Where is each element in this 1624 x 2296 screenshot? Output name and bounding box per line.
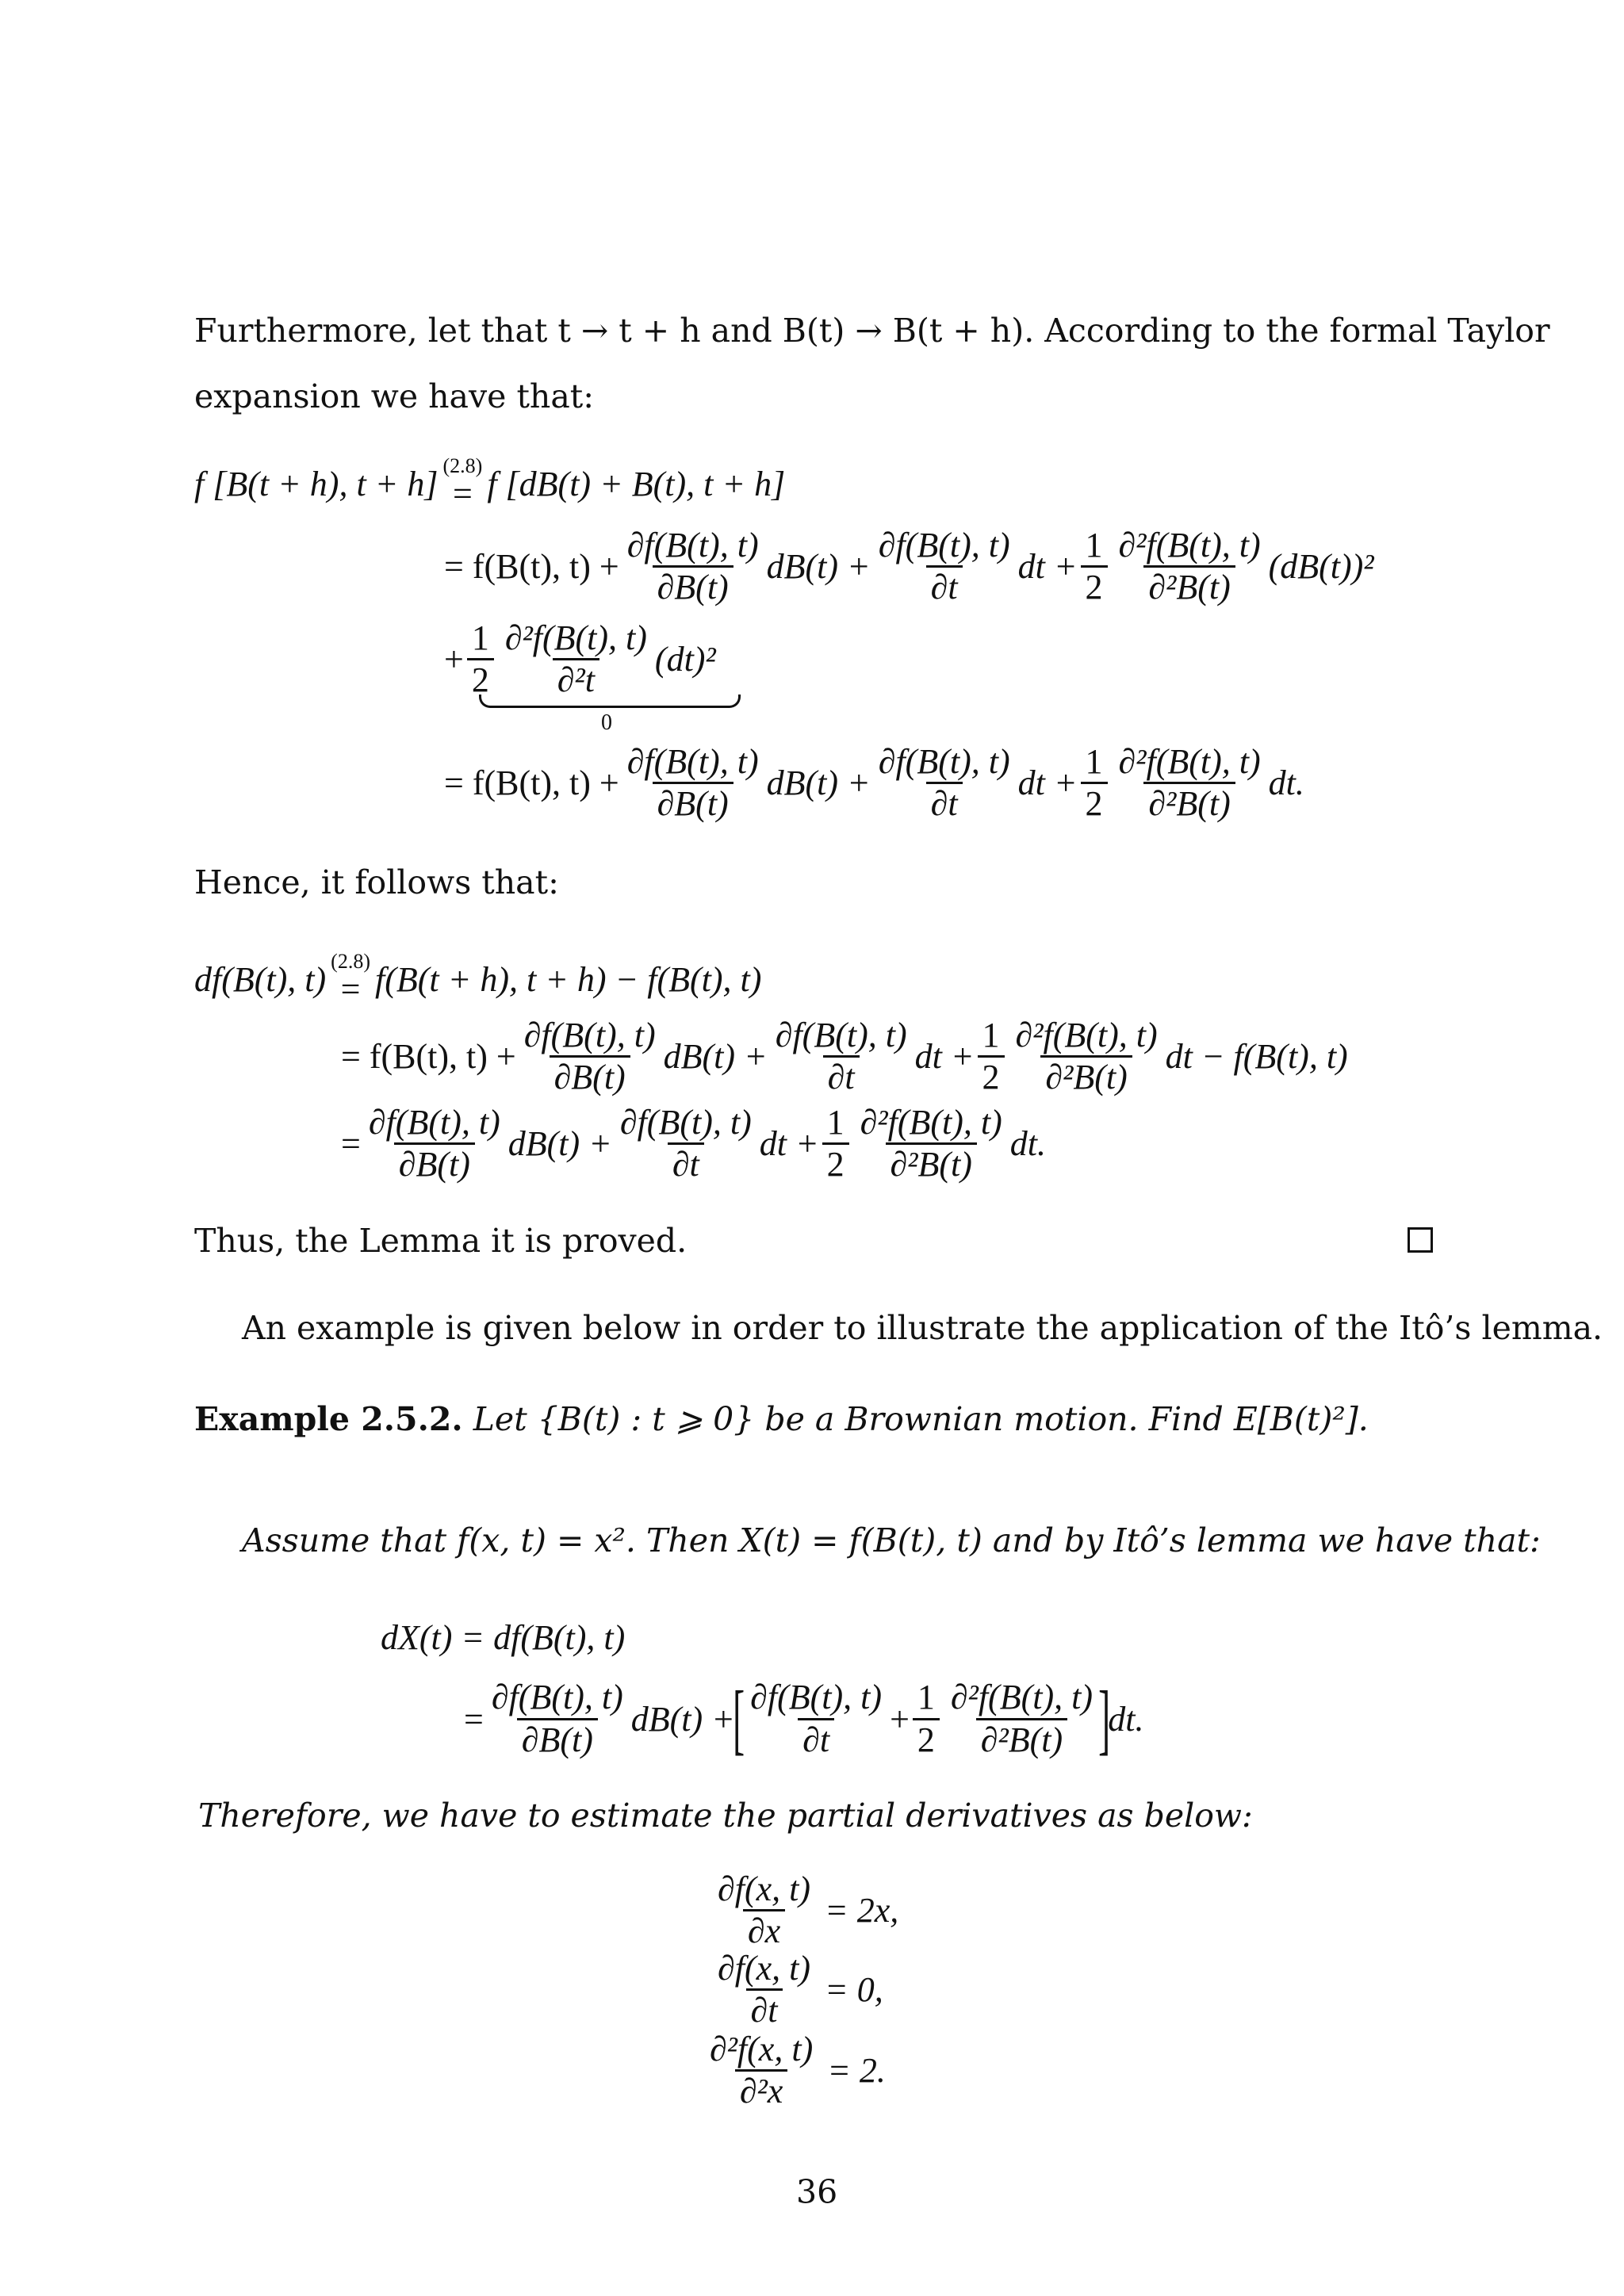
eq2-row2-start: = f(B(t), t) + <box>341 1037 516 1077</box>
eq2-row3-half <box>822 1104 849 1183</box>
eq1-ref: (2.8) <box>442 454 483 477</box>
frac-num: ∂f(B(t), t) <box>626 526 759 564</box>
eq2-row3-frac-dt <box>615 1104 756 1183</box>
frac-den: ∂t <box>798 1718 834 1758</box>
frac-num: ∂²f(B(t), t) <box>860 1103 1002 1142</box>
frac-num: ∂²f(B(t), t) <box>1015 1016 1158 1054</box>
frac-num: 1 <box>1085 526 1103 564</box>
partial-value-t: = 0, <box>825 1970 883 2010</box>
frac-num: ∂²f(B(t), t) <box>1118 526 1261 564</box>
eq1-row4 <box>444 744 1304 822</box>
eq2-row2-end: dt − f(B(t), t) <box>1165 1037 1348 1077</box>
eq1-row3-dt-squared: (dt)² <box>654 640 716 679</box>
frac-den: ∂²x <box>735 2069 787 2110</box>
eq3-frac-second <box>946 1679 1097 1758</box>
partial-row-t <box>710 1950 883 2029</box>
eq1-row2-dt: dt + <box>1017 547 1078 587</box>
eq1-row4-start: = f(B(t), t) + <box>444 763 619 803</box>
eq1-row4-end: dt. <box>1268 763 1304 803</box>
eq2-row3 <box>341 1104 1046 1183</box>
eq1-row3-half <box>467 620 494 698</box>
frac-num: ∂f(x, t) <box>718 1949 811 1988</box>
eq1-row4-half <box>1081 744 1108 822</box>
frac-den: ∂B(t) <box>394 1142 475 1183</box>
eq1-row4-dB: dB(t) + <box>766 763 871 803</box>
eq3-row1: dX(t) = df(B(t), t) <box>381 1618 626 1657</box>
eq3-frac-dB <box>487 1679 628 1758</box>
frac-num: 1 <box>471 618 489 657</box>
eq1-row2-frac-second <box>1114 527 1266 606</box>
frac-num: ∂f(B(t), t) <box>775 1016 907 1054</box>
eq3-dB: dB(t) + <box>630 1699 735 1739</box>
frac-den: ∂²B(t) <box>976 1718 1067 1758</box>
eq3-plus: + <box>890 1699 910 1739</box>
therefore-text: Therefore, we have to estimate the partial derivatives as below: <box>198 1797 1253 1835</box>
partial-row-second <box>702 2031 886 2110</box>
eq2-row3-frac-dB <box>364 1104 505 1183</box>
partial-frac-second <box>705 2031 818 2110</box>
example-line <box>194 1399 1369 1440</box>
eq2-row3-end: dt. <box>1009 1124 1046 1164</box>
left-bracket-icon: [ <box>733 1674 745 1762</box>
frac-num: ∂²f(x, t) <box>710 2030 814 2068</box>
frac-num: ∂²f(B(t), t) <box>1118 742 1261 781</box>
frac-den: 2 <box>1081 565 1108 606</box>
eq1-row2-frac-dB <box>622 527 764 606</box>
eq2-row3-start: = <box>341 1124 361 1164</box>
eq1-row2-start: = f(B(t), t) + <box>444 547 619 587</box>
paragraph-taylor-intro-line1: Furthermore, let that t → t + h and B(t) → B(t + h). According to the formal Taylor <box>194 312 1550 350</box>
frac-num: 1 <box>917 1678 935 1717</box>
right-bracket-icon: ] <box>1098 1674 1111 1762</box>
eq2-row2 <box>341 1017 1348 1096</box>
underbrace <box>479 695 741 708</box>
eq1-row2-dB-squared: (dB(t))² <box>1268 547 1374 587</box>
partial-frac-t <box>713 1950 815 2029</box>
eq1-row4-dt: dt + <box>1017 763 1078 803</box>
eq2-row2-dB: dB(t) + <box>663 1037 768 1077</box>
eq3-half <box>913 1679 940 1758</box>
eq3-row2-equals: = <box>464 1699 484 1739</box>
hence-text: Hence, it follows that: <box>194 863 559 901</box>
frac-num: ∂f(B(t), t) <box>878 742 1010 781</box>
eq2-ref-equals <box>331 951 370 1007</box>
eq2-lhs: df(B(t), t) <box>194 959 327 999</box>
eq3-frac-dt <box>745 1679 887 1758</box>
frac-num: ∂f(B(t), t) <box>523 1016 656 1054</box>
assume-text: Assume that f(x, t) = x². Then X(t) = f(B(t), t) and by Itô’s lemma we have that: <box>242 1521 1541 1559</box>
frac-den: ∂²B(t) <box>1143 782 1235 822</box>
frac-den: 2 <box>822 1142 849 1183</box>
frac-den: ∂²t <box>553 658 599 698</box>
frac-num: 1 <box>826 1103 845 1142</box>
eq3-row2 <box>464 1674 1144 1762</box>
frac-den: ∂t <box>746 1988 783 2029</box>
frac-num: ∂f(B(t), t) <box>878 526 1010 564</box>
eq1-row2 <box>444 527 1374 606</box>
example-text: Let {B(t) : t ⩾ 0} be a Brownian motion. Find E[B(t)²]. <box>473 1400 1369 1438</box>
frac-den: 2 <box>913 1718 940 1758</box>
frac-num: ∂²f(B(t), t) <box>504 618 647 657</box>
frac-den: ∂t <box>926 565 963 606</box>
eq1-ref-equals <box>442 456 482 511</box>
eq1-lhs: f [B(t + h), t + h] <box>194 464 439 503</box>
eq2-row3-dt: dt + <box>759 1124 819 1164</box>
eq2-rhs1: f(B(t + h), t + h) − f(B(t), t) <box>375 959 762 999</box>
frac-num: ∂f(x, t) <box>718 1869 811 1908</box>
frac-num: ∂f(B(t), t) <box>491 1678 623 1717</box>
frac-den: 2 <box>1081 782 1108 822</box>
frac-den: ∂B(t) <box>517 1718 598 1758</box>
frac-den: 2 <box>467 658 494 698</box>
frac-num: ∂f(B(t), t) <box>750 1678 883 1717</box>
frac-den: ∂t <box>668 1142 704 1183</box>
qed-symbol <box>1408 1227 1433 1253</box>
eq1-row2-frac-dt <box>874 527 1015 606</box>
frac-den: ∂²B(t) <box>886 1142 977 1183</box>
frac-den: ∂B(t) <box>653 782 733 822</box>
frac-den: 2 <box>978 1055 1005 1096</box>
frac-den: ∂t <box>926 782 963 822</box>
eq2-row2-half <box>978 1017 1005 1096</box>
underbrace-label: 0 <box>601 710 612 735</box>
eq2-ref: (2.8) <box>331 950 370 973</box>
eq1-rhs1: f [dB(t) + B(t), t + h] <box>487 464 786 503</box>
eq2-row3-dB: dB(t) + <box>508 1124 612 1164</box>
eq1-row2-dB: dB(t) + <box>766 547 871 587</box>
frac-num: 1 <box>1085 742 1103 781</box>
frac-num: ∂f(B(t), t) <box>626 742 759 781</box>
paragraph-taylor-intro-line2: expansion we have that: <box>194 377 595 415</box>
partial-row-x <box>710 1871 898 1950</box>
eq2-row2-frac-dB <box>519 1017 661 1096</box>
eq1-row4-frac-second <box>1114 744 1266 822</box>
eq2-row3-frac-second <box>856 1104 1007 1183</box>
example-intro: An example is given below in order to illustrate the application of the Itô’s lemma. <box>242 1309 1603 1347</box>
frac-den: ∂B(t) <box>653 565 733 606</box>
eq1-row2-half <box>1081 527 1108 606</box>
eq1-row3 <box>444 620 716 698</box>
partial-frac-x <box>713 1871 815 1950</box>
thus-text: Thus, the Lemma it is proved. <box>194 1222 688 1260</box>
eq2-row2-dt: dt + <box>914 1037 975 1077</box>
frac-num: 1 <box>982 1016 1000 1054</box>
frac-num: ∂f(B(t), t) <box>619 1103 752 1142</box>
frac-den: ∂t <box>823 1055 860 1096</box>
frac-num: ∂f(B(t), t) <box>368 1103 500 1142</box>
eq1-row3-frac-second-t <box>500 620 652 698</box>
partial-value-x: = 2x, <box>825 1891 899 1931</box>
eq2-row1 <box>194 951 761 1007</box>
eq1-row1 <box>194 456 785 511</box>
eq1-row4-frac-dB <box>622 744 764 822</box>
frac-num: ∂²f(B(t), t) <box>950 1678 1093 1717</box>
frac-den: ∂x <box>743 1909 785 1950</box>
eq1-equals: = <box>452 474 473 513</box>
page-number: 36 <box>796 2173 838 2211</box>
partial-value-second: = 2. <box>827 2051 886 2091</box>
frac-den: ∂²B(t) <box>1143 565 1235 606</box>
eq2-row2-frac-dt <box>771 1017 912 1096</box>
eq2-row2-frac-second <box>1011 1017 1162 1096</box>
eq2-equals: = <box>340 970 361 1008</box>
eq1-row3-plus: + <box>444 640 464 679</box>
eq1-row4-frac-dt <box>874 744 1015 822</box>
frac-den: ∂²B(t) <box>1040 1055 1132 1096</box>
frac-den: ∂B(t) <box>550 1055 630 1096</box>
eq3-dt-end: dt. <box>1108 1699 1144 1739</box>
example-label: Example 2.5.2. <box>194 1400 463 1438</box>
